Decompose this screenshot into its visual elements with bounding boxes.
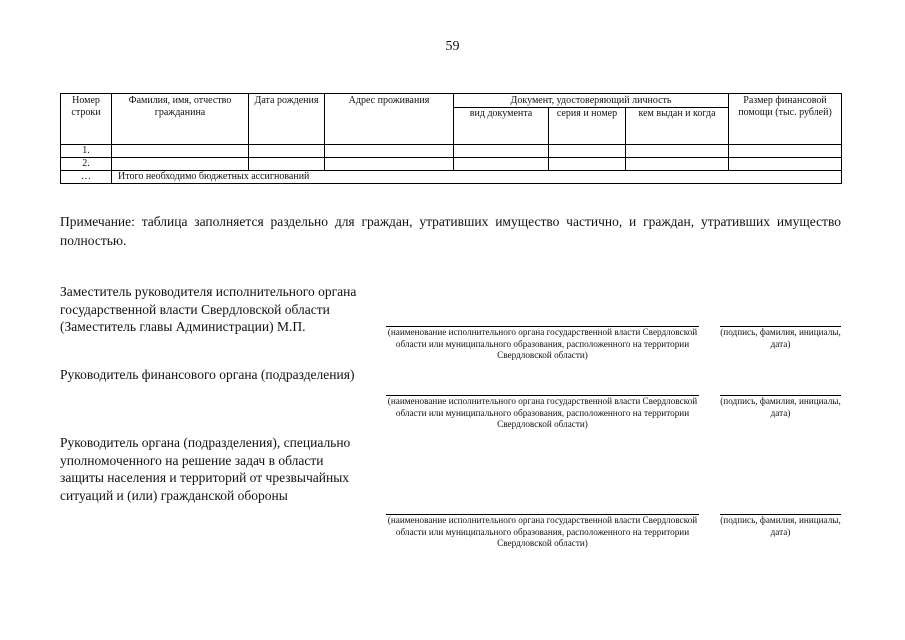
- signature-caption: (подпись, фамилия, инициалы, дата): [720, 327, 841, 349]
- assistance-table: [60, 93, 842, 184]
- table-row: [61, 145, 842, 158]
- table-row: [61, 158, 842, 171]
- total-row-index: …: [61, 171, 112, 184]
- org-name-caption: (наименование исполнительного органа государственной власти Свердловской области или муниципального образования, расположенного на территории Свердловской области): [387, 396, 698, 430]
- signature-label-finance-head: Руководитель финансового органа (подразделения): [60, 367, 355, 382]
- header-document-type: вид документа: [454, 108, 549, 145]
- signature-caption: (подпись, фамилия, инициалы, дата): [720, 396, 841, 418]
- signature-label-civil-defense-head: Руководитель органа (подразделения), специально уполномоченного на решение задач в области защиты населения и территорий от чрезвычайных ситуаций и (или) гражданской обороны: [60, 435, 351, 503]
- header-birth-date: Дата рождения: [249, 94, 325, 145]
- header-full-name: Фамилия, имя, отчество гражданина: [112, 94, 249, 145]
- total-row-label: Итого необходимо бюджетных ассигнований: [112, 171, 842, 184]
- org-name-caption: (наименование исполнительного органа государственной власти Свердловской области или муниципального образования, расположенного на территории Свердловской области): [387, 327, 698, 361]
- total-row: [61, 171, 842, 184]
- header-identity-document: Документ, удостоверяющий личность: [454, 94, 729, 108]
- signature-label-deputy-head: Заместитель руководителя исполнительного органа государственной власти Свердловской области (Заместитель главы Администрации) М.П.: [60, 284, 357, 334]
- header-row-number: Номер строки: [61, 94, 112, 145]
- header-address: Адрес проживания: [325, 94, 454, 145]
- header-document-issued: кем выдан и когда: [626, 108, 729, 145]
- org-name-caption: (наименование исполнительного органа государственной власти Свердловской области или муниципального образования, расположенного на территории Свердловской области): [387, 515, 698, 549]
- header-document-series: серия и номер: [549, 108, 626, 145]
- header-assistance-amount: Размер финансовой помощи (тыс. рублей): [729, 94, 842, 145]
- row-index: 2.: [61, 158, 112, 171]
- signature-caption: (подпись, фамилия, инициалы, дата): [720, 515, 841, 537]
- row-index: 1.: [61, 145, 112, 158]
- note-text: Примечание: таблица заполняется раздельно для граждан, утративших имущество частично, и граждан, утративших имущество полностью.: [60, 214, 841, 248]
- page-number: 59: [445, 39, 460, 54]
